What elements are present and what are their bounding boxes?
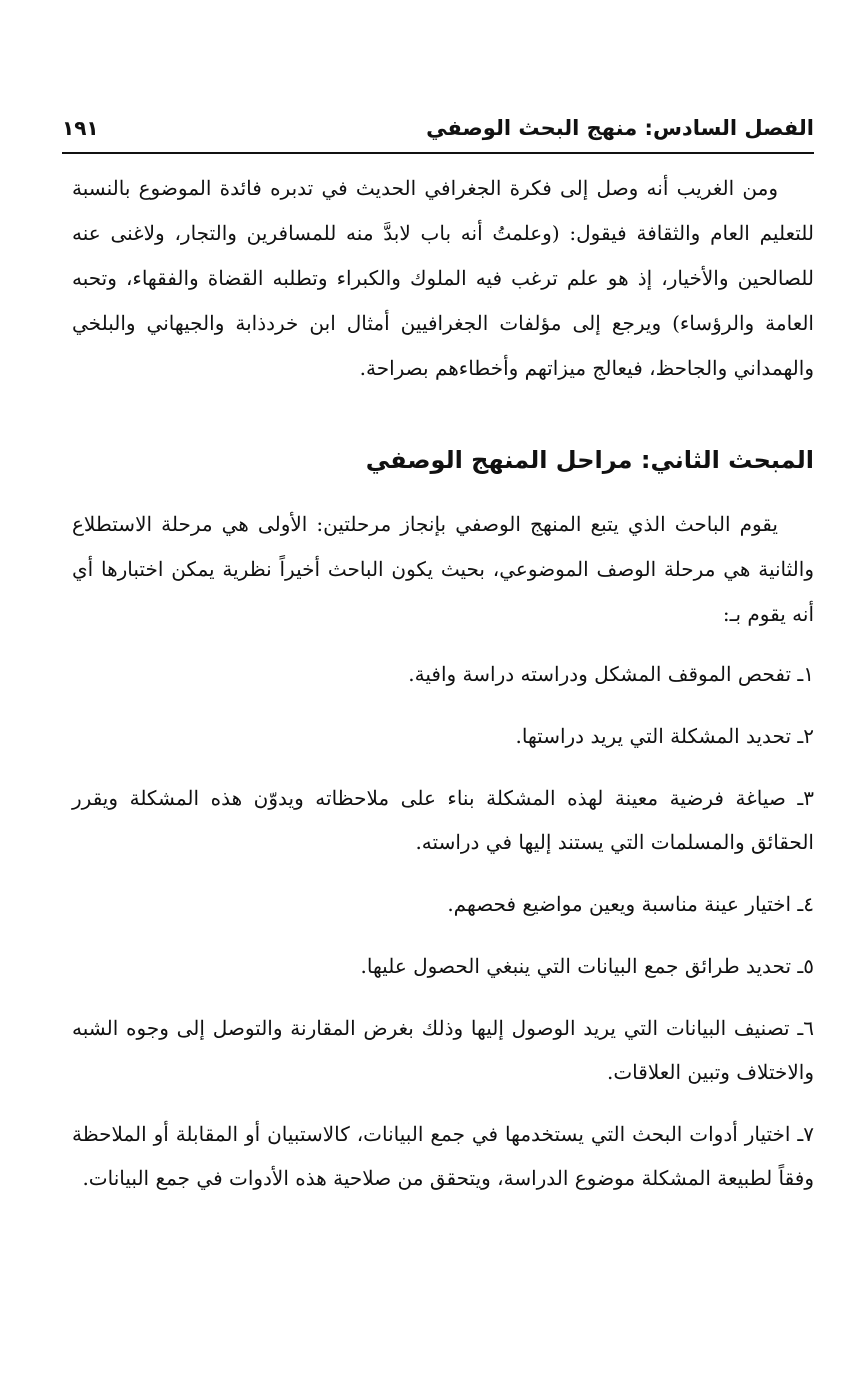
list-item	[72, 776, 814, 864]
step-text: صياغة فرضية معينة لهذه المشكلة بناء على ملاحظاته ويدوّن هذه المشكلة ويقرر الحقائق والمسلمات التي يستند إليها في دراسته.	[72, 786, 814, 854]
intro-paragraph-block	[72, 166, 814, 391]
step-text: اختيار أدوات البحث التي يستخدمها في جمع البيانات، كالاستبيان أو المقابلة أو الملاحظة وفقاً لطبيعة المشكلة موضوع الدراسة، ويتحقق من صلاحية هذه الأدوات في جمع البيانات.	[72, 1122, 814, 1190]
step-text: تحديد المشكلة التي يريد دراستها.	[515, 724, 792, 748]
step-number: ٤ـ	[797, 892, 814, 916]
page-number: ١٩١	[62, 116, 99, 140]
section-intro-block	[72, 502, 814, 637]
intro-paragraph: ومن الغريب أنه وصل إلى فكرة الجغرافي الحديث في تدبره فائدة الموضوع بالنسبة للتعليم العام والثقافة فيقول: (وعلمتُ أنه باب لابدَّ منه للمسافرين والتجار، ولاغنى عنه للصالحين والأخيار، إذ هو علم ترغب فيه الملوك والكبراء وتطلبه القضاة والفقهاء، وتحبه العامة والرؤساء) ويرجع إلى مؤلفات الجغرافيين أمثال ابن خردذابة والجيهاني والبلخي والهمداني والجاحظ، فيعالج ميزاتهم وأخطاءهم بصراحة.	[72, 176, 814, 380]
page-header	[62, 112, 814, 154]
section-intro-paragraph: يقوم الباحث الذي يتبع المنهج الوصفي بإنجاز مرحلتين: الأولى هي مرحلة الاستطلاع والثانية هي مرحلة الوصف الموضوعي، بحيث يكون الباحث أخيراً نظرية يمكن اختبارها أي أنه يقوم بـ:	[72, 512, 814, 626]
list-item	[72, 1006, 814, 1094]
step-number: ٥ـ	[797, 954, 814, 978]
list-item	[72, 652, 814, 696]
step-text: تفحص الموقف المشكل ودراسته دراسة وافية.	[408, 662, 792, 686]
list-item	[72, 944, 814, 988]
list-item	[72, 882, 814, 926]
list-item	[72, 1112, 814, 1200]
section-heading: المبحث الثاني: مراحل المنهج الوصفي	[365, 446, 814, 474]
list-item	[72, 714, 814, 758]
step-number: ٣ـ	[797, 786, 815, 810]
chapter-title: الفصل السادس: منهج البحث الوصفي	[426, 116, 814, 140]
step-number: ٧ـ	[797, 1122, 814, 1146]
step-number: ١ـ	[797, 662, 814, 686]
step-number: ٦ـ	[797, 1016, 814, 1040]
step-text: تحديد طرائق جمع البيانات التي ينبغي الحصول عليها.	[360, 954, 792, 978]
step-text: تصنيف البيانات التي يريد الوصول إليها وذلك بغرض المقارنة والتوصل إلى وجوه الشبه والاختلاف وتبين العلاقات.	[72, 1016, 814, 1084]
step-text: اختيار عينة مناسبة ويعين مواضيع فحصهم.	[447, 892, 792, 916]
step-number: ٢ـ	[797, 724, 814, 748]
steps-list	[72, 652, 814, 1218]
